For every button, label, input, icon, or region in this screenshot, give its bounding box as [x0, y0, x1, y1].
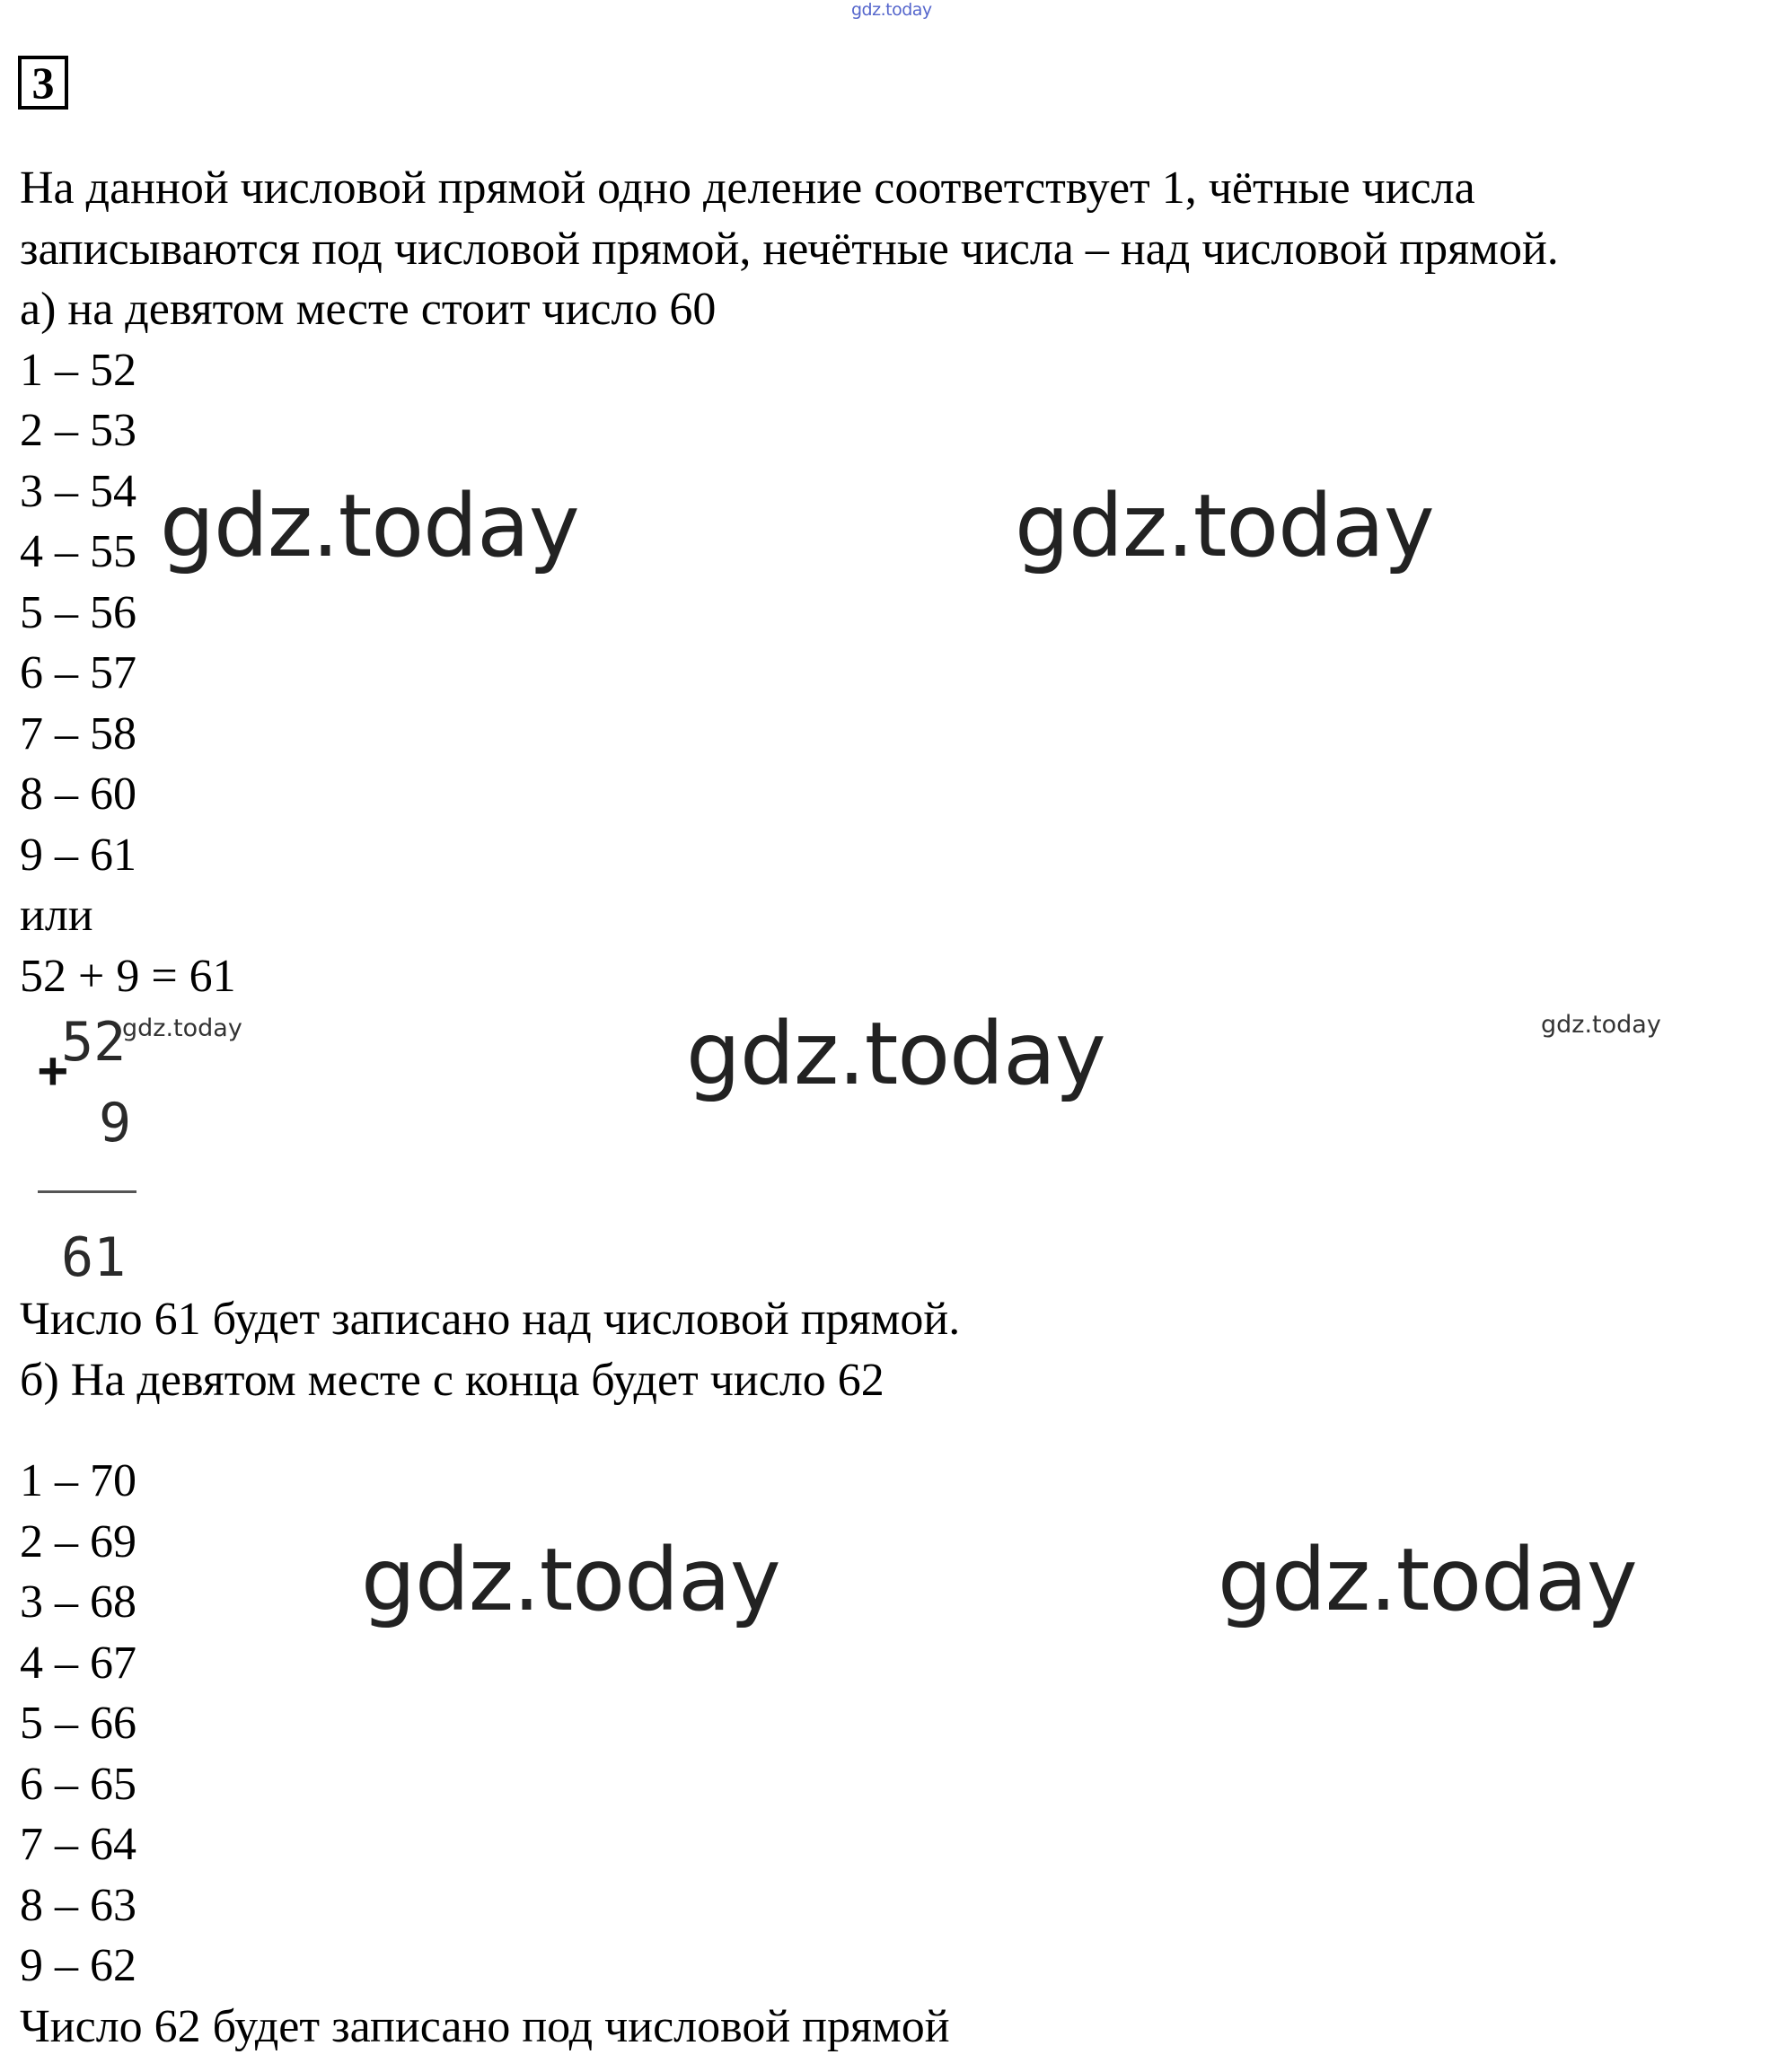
watermark-small: gdz.today [122, 1014, 242, 1042]
part-a-row-3: 3 – 54 [20, 465, 136, 517]
column-addend-1: 52 [61, 1011, 127, 1074]
watermark: gdz.today [361, 1530, 780, 1630]
part-b-row-1: 1 – 70 [20, 1455, 136, 1506]
watermark: gdz.today [160, 476, 579, 576]
watermark: gdz.today [686, 1004, 1105, 1104]
column-result: 61 [61, 1226, 127, 1289]
spacer [20, 1410, 1762, 1451]
part-a-row-2: 2 – 53 [20, 405, 136, 456]
watermark: gdz.today [1015, 476, 1434, 576]
part-b-row-5: 5 – 66 [20, 1698, 136, 1749]
part-a-row-9: 9 – 61 [20, 829, 136, 881]
task-number-box: 3 [18, 56, 68, 110]
part-a-row-1: 1 – 52 [20, 344, 136, 396]
part-b-row-7: 7 – 64 [20, 1819, 136, 1870]
part-b-row-8: 8 – 63 [20, 1879, 136, 1931]
equation: 52 + 9 = 61 [20, 950, 236, 1002]
site-mark: gdz.today [851, 0, 932, 20]
part-b-row-4: 4 – 67 [20, 1637, 136, 1689]
part-a-row-4: 4 – 55 [20, 526, 136, 577]
part-a-row-6: 6 – 57 [20, 647, 136, 698]
part-a-conclusion: Число 61 будет записано над числовой прямой. [20, 1294, 961, 1345]
part-b-row-6: 6 – 65 [20, 1758, 136, 1810]
part-a-row-8: 8 – 60 [20, 768, 136, 820]
column-sum-rule [38, 1190, 136, 1193]
part-b-row-2: 2 – 69 [20, 1515, 136, 1567]
part-b-heading: б) На девятом месте с конца будет число 62 [20, 1354, 884, 1406]
intro-line-1: На данной числовой прямой одно деление соответствует 1, чётные числа [20, 162, 1475, 214]
solution-content [20, 158, 1762, 2057]
part-a-row-5: 5 – 56 [20, 586, 136, 638]
watermark-small: gdz.today [1541, 1011, 1661, 1039]
part-a-heading: а) на девятом месте стоит число 60 [20, 284, 717, 335]
or-label: или [20, 890, 93, 941]
watermark: gdz.today [1218, 1530, 1637, 1630]
intro-line-2: записываются под числовой прямой, нечётные числа – над числовой прямой. [20, 223, 1559, 275]
part-a-row-7: 7 – 58 [20, 707, 136, 759]
column-addend-2: 9 [99, 1092, 132, 1155]
plus-sign: + [38, 1041, 68, 1100]
part-b-row-9: 9 – 62 [20, 1940, 136, 1991]
part-b-conclusion: Число 62 будет записано под числовой прямой [20, 2000, 950, 2052]
part-b-row-3: 3 – 68 [20, 1576, 136, 1628]
